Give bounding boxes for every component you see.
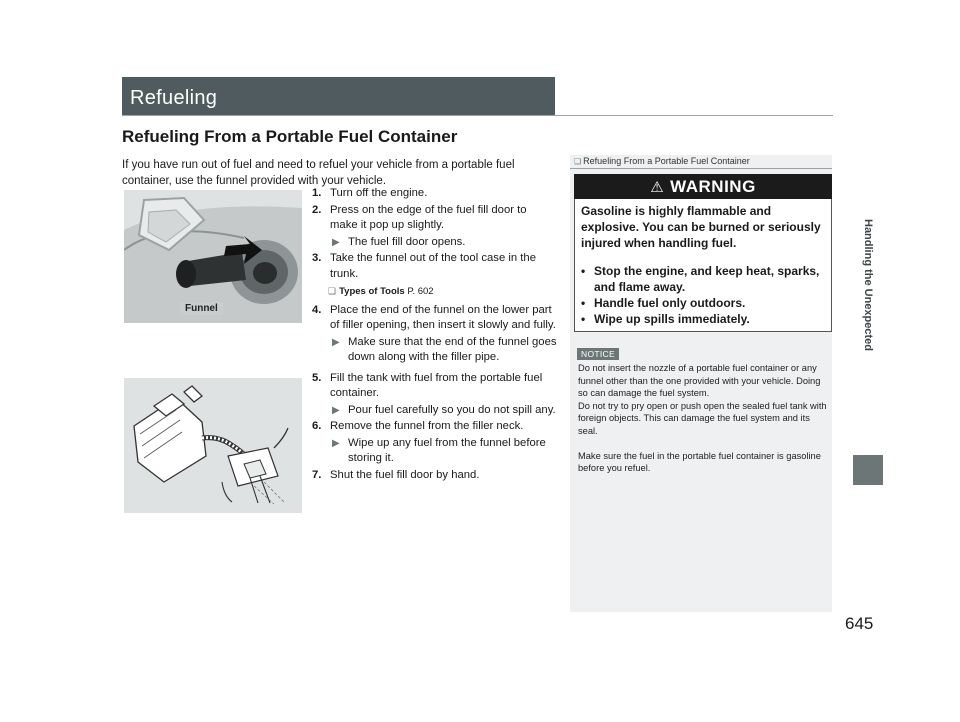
intro-text: If you have run out of fuel and need to refuel your vehicle from a portable fuel container, use the funnel provided with your vehicle.	[122, 159, 515, 187]
arrow-right-icon: ▶	[332, 236, 340, 248]
step-number: 7.	[312, 468, 322, 481]
side-tab-label: Handling the Unexpected	[862, 218, 874, 352]
portable-container-illustration	[124, 378, 302, 513]
step-result	[330, 235, 557, 251]
step-result-text: Pour fuel carefully so you do not spill any.	[348, 403, 556, 416]
warning-triangle-icon: ⚠	[650, 178, 665, 196]
step-number: 1.	[312, 187, 322, 199]
warning-title: WARNING	[670, 176, 756, 196]
step-number: 2.	[312, 203, 322, 216]
step-text: Take the funnel out of the tool case in the trunk.	[330, 252, 536, 280]
step-1	[312, 186, 557, 202]
notice-text	[578, 362, 828, 475]
reference-page: P. 602	[407, 286, 434, 297]
step-result	[330, 436, 557, 467]
step-text: Press on the edge of the fuel fill door to make it pop up slightly.	[330, 203, 527, 231]
cross-reference-link[interactable]	[328, 284, 557, 300]
step-result-text: The fuel fill door opens.	[348, 235, 466, 248]
step-text: Fill the tank with fuel from the portable fuel container.	[330, 371, 543, 399]
step-text: Shut the fuel fill door by hand.	[330, 468, 480, 481]
main-heading: Refueling From a Portable Fuel Container	[122, 127, 458, 146]
step-2	[312, 203, 557, 251]
note-heading	[574, 156, 750, 166]
notice-paragraph: Make sure the fuel in the portable fuel container is gasoline before you refuel.	[578, 450, 821, 474]
warning-item: • Handle fuel only outdoors.	[581, 295, 826, 311]
step-number: 5.	[312, 371, 322, 384]
notice-badge: NOTICE	[577, 348, 619, 360]
warning-item: • Wipe up spills immediately.	[581, 311, 826, 327]
step-text: Place the end of the funnel on the lower part of filler opening, then insert it slowly and fully.	[330, 303, 556, 331]
reference-icon: ❏	[328, 286, 337, 296]
arrow-right-icon: ▶	[332, 437, 340, 449]
warning-list	[581, 263, 826, 327]
note-rule	[570, 168, 832, 169]
reference-label: Types of Tools	[339, 286, 405, 297]
warning-lead-text: Gasoline is highly flammable and explosive. You can be burned or seriously injured when handling fuel.	[581, 204, 821, 250]
step-number: 4.	[312, 303, 322, 316]
header-rule	[122, 115, 833, 116]
step-4	[312, 303, 557, 366]
step-7	[312, 468, 557, 484]
section-title: Refueling	[130, 87, 218, 109]
step-6	[312, 419, 557, 467]
note-heading-text: Refueling From a Portable Fuel Container	[583, 156, 750, 166]
note-marker-icon: ❏	[574, 157, 582, 166]
arrow-right-icon: ▶	[332, 336, 340, 348]
step-list	[312, 186, 557, 484]
step-3	[312, 251, 557, 282]
step-text: Remove the funnel from the filler neck.	[330, 420, 524, 432]
funnel-label: Funnel	[180, 302, 223, 315]
notice-paragraph: Do not insert the nozzle of a portable fuel container or any funnel other than the one provided with your vehicle. Doing so can damage the fuel system.	[578, 363, 821, 399]
step-result-text: Make sure that the end of the funnel goes down along with the filler pipe.	[348, 335, 557, 363]
step-result	[330, 403, 557, 419]
page-number: 645	[845, 614, 874, 633]
arrow-right-icon: ▶	[332, 404, 340, 416]
warning-header	[574, 174, 832, 199]
fuel-container-drawing	[124, 378, 302, 513]
step-number: 3.	[312, 252, 322, 264]
side-tab-marker	[853, 455, 883, 485]
warning-item: • Stop the engine, and keep heat, sparks, and flame away.	[581, 263, 826, 295]
step-5	[312, 371, 557, 419]
notice-paragraph: Do not try to pry open or push open the sealed fuel tank with foreign objects. This can damage the fuel system and its seal.	[578, 400, 827, 436]
step-text: Turn off the engine.	[330, 187, 428, 199]
step-result	[330, 335, 557, 366]
step-result-text: Wipe up any fuel from the funnel before storing it.	[348, 436, 546, 464]
step-number: 6.	[312, 420, 322, 432]
